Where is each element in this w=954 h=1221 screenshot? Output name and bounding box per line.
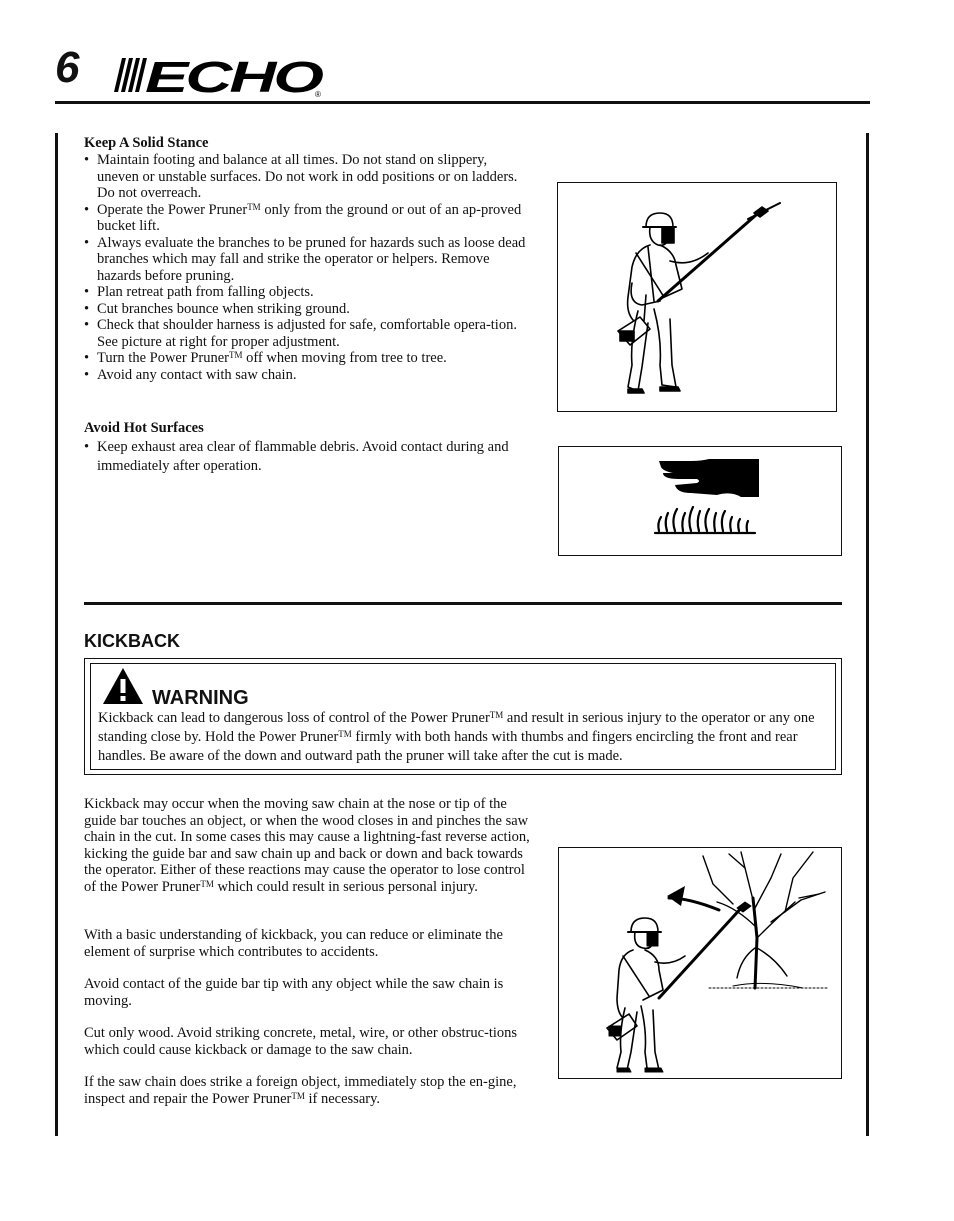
right-margin-bar (866, 133, 869, 1136)
brand-text: ECHO (145, 53, 324, 98)
list-item: • Keep exhaust area clear of flammable debris. Avoid contact during and immediately after operation. (84, 438, 529, 476)
kickback-paragraph-5: If the saw chain does strike a foreign object, immediately stop the en-gine, inspect and repair the Power Pruner™ if necessary. (84, 1074, 517, 1107)
stance-section (84, 135, 529, 383)
registered-mark: ® (315, 90, 321, 98)
kickback-paragraph-3: Avoid contact of the guide bar tip with any object while the saw chain is moving. (84, 976, 504, 1009)
echo-logo (112, 52, 326, 98)
kickback-arrow-icon (667, 886, 719, 910)
section-divider (84, 602, 842, 605)
left-margin-bar (55, 133, 58, 1136)
list-item: • Plan retreat path from falling objects. (84, 284, 529, 301)
operator-stance-figure (557, 182, 837, 412)
hot-bullets (84, 438, 529, 476)
kickback-paragraph-1: Kickback may occur when the moving saw chain at the nose or tip of the guide bar touches an object, or when the wood closes in and pinches the saw chain in the cut. In some cases this may cause a lightning-fast reverse action, kicking the guide bar and saw chain up and back or down and back towards the operator. Either of these reactions may cause the operator to lose control of the Power Pruner™ which could result in serious personal injury. (84, 796, 530, 895)
operator-illustration (558, 183, 836, 411)
warning-label: WARNING (152, 687, 249, 709)
page-number: 6 (55, 43, 80, 92)
stance-bullets (84, 152, 529, 383)
stance-heading: Keep A Solid Stance (84, 135, 209, 151)
hot-surface-figure (558, 446, 842, 556)
list-item: • Always evaluate the branches to be pruned for hazards such as loose dead branches which may fall and strike the operator or helpers. Remove hazards before pruning. (84, 235, 529, 285)
kickback-paragraph-4: Cut only wood. Avoid striking concrete, metal, wire, or other obstruc-tions which could cause kickback or damage to the saw chain. (84, 1025, 518, 1058)
heat-waves-icon (655, 507, 755, 533)
list-item: • Check that shoulder harness is adjusted for safe, comfortable opera-tion. See picture at right for proper adjustment. (84, 317, 529, 350)
hot-heading: Avoid Hot Surfaces (84, 420, 204, 436)
list-item: • Operate the Power Pruner™ only from the ground or out of an ap-proved bucket lift. (84, 202, 529, 235)
list-item: • Avoid any contact with saw chain. (84, 367, 529, 384)
tree-icon (703, 852, 829, 988)
kickback-title: KICKBACK (84, 631, 180, 651)
hand-icon (659, 459, 759, 497)
kickback-paragraph-2: With a basic understanding of kickback, you can reduce or eliminate the element of surprise which contributes to accidents. (84, 927, 503, 960)
list-item: • Cut branches bounce when striking ground. (84, 301, 529, 318)
header-rule (55, 101, 870, 104)
list-item: • Maintain footing and balance at all times. Do not stand on slippery, uneven or unstable surfaces. Do not work in odd positions or on ladders. Do not overreach. (84, 152, 529, 202)
hot-surfaces-section (84, 420, 529, 476)
warning-text: Kickback can lead to dangerous loss of control of the Power Pruner™ and result in serious injury to the operator or any one standing close by. Hold the Power Pruner™ firmly with both hands with thumbs and fingers encircling the front and rear handles. Be aware of the down and outward path the pruner will take after the cut is made. (98, 710, 815, 764)
list-item: • Turn the Power Pruner™ off when moving from tree to tree. (84, 350, 529, 367)
warning-triangle-icon (101, 666, 145, 706)
kickback-figure (558, 847, 842, 1079)
